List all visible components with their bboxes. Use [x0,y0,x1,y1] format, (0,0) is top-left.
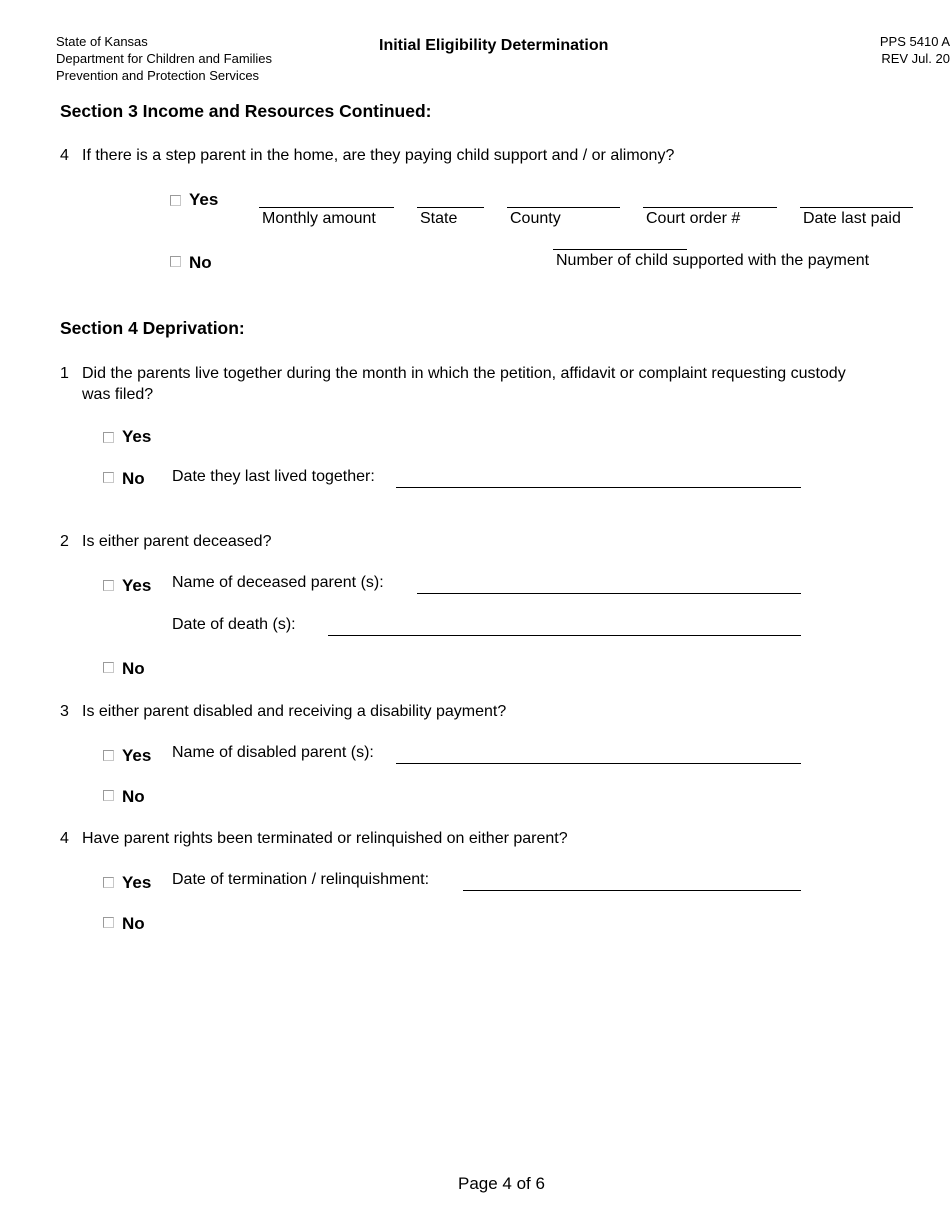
s3-q4-number: 4 [60,147,69,164]
date-of-death-label: Date of death (s): [172,616,296,633]
disabled-parent-name-field[interactable] [396,763,801,764]
state-label: State [420,210,458,227]
s3-q4-yes-label: Yes [189,190,219,209]
s4-q3-yes-label: Yes [122,746,152,765]
s4-q1-number: 1 [60,365,69,382]
termination-date-field[interactable] [463,890,801,891]
s4-q3-yes-checkbox[interactable] [103,750,114,761]
s4-q1-yes-label: Yes [122,427,152,446]
s4-q1-text-line1: Did the parents live together during the month in which the petition, affidavit or complaint requesting custody [82,365,846,382]
disabled-parent-name-label: Name of disabled parent (s): [172,744,374,761]
s4-q3-number: 3 [60,703,69,720]
agency-name [56,33,272,84]
s4-q3-text: Is either parent disabled and receiving a disability payment? [82,703,507,720]
s4-q4-number: 4 [60,830,69,847]
s4-q3-no-label: No [122,787,145,806]
termination-date-label: Date of termination / relinquishment: [172,871,430,888]
date-last-paid-field[interactable] [800,207,913,208]
s4-q2-no-checkbox[interactable] [103,662,114,673]
s4-q1-yes-checkbox[interactable] [103,432,114,443]
s4-q2-number: 2 [60,533,69,550]
court-order-field[interactable] [643,207,777,208]
s4-q4-yes-checkbox[interactable] [103,877,114,888]
s4-q2-no-label: No [122,659,145,678]
monthly-amount-label: Monthly amount [262,210,376,227]
date-lived-together-label: Date they last lived together: [172,468,375,485]
s4-q1-text [82,363,846,405]
agency-line-2: Department for Children and Families [56,51,273,66]
deceased-parent-name-field[interactable] [417,593,801,594]
county-label: County [510,210,561,227]
section3-heading: Section 3 Income and Resources Continued: [60,101,432,121]
s4-q1-no-label: No [122,469,145,488]
s3-q4-text: If there is a step parent in the home, are they paying child support and / or alimony? [82,147,675,164]
num-children-label: Number of child supported with the payment [556,252,870,269]
s4-q2-yes-label: Yes [122,576,152,595]
monthly-amount-field[interactable] [259,207,394,208]
s4-q4-no-label: No [122,914,145,933]
form-revision: REV Jul. 20 [881,51,950,66]
page-number: Page 4 of 6 [458,1174,545,1193]
s4-q1-text-line2: was filed? [82,386,154,403]
s3-q4-yes-checkbox[interactable] [170,195,181,206]
num-children-field[interactable] [553,249,687,250]
form-number: PPS 5410 A [879,34,950,49]
date-lived-together-field[interactable] [396,487,801,488]
form-title: Initial Eligibility Determination [379,37,609,54]
s3-q4-no-checkbox[interactable] [170,256,181,267]
s4-q4-yes-label: Yes [122,873,152,892]
court-order-label: Court order # [646,210,741,227]
state-field[interactable] [417,207,484,208]
county-field[interactable] [507,207,620,208]
s3-q4-no-label: No [189,253,212,272]
s4-q2-text: Is either parent deceased? [82,533,272,550]
agency-line-1: State of Kansas [56,34,148,49]
date-last-paid-label: Date last paid [803,210,901,227]
section4-heading: Section 4 Deprivation: [60,318,245,338]
s4-q3-no-checkbox[interactable] [103,790,114,801]
s4-q2-yes-checkbox[interactable] [103,580,114,591]
agency-line-3: Prevention and Protection Services [56,68,260,83]
form-id [880,33,950,67]
s4-q4-text: Have parent rights been terminated or relinquished on either parent? [82,830,568,847]
date-of-death-field[interactable] [328,635,801,636]
deceased-parent-name-label: Name of deceased parent (s): [172,574,384,591]
s4-q1-no-checkbox[interactable] [103,472,114,483]
s4-q4-no-checkbox[interactable] [103,917,114,928]
